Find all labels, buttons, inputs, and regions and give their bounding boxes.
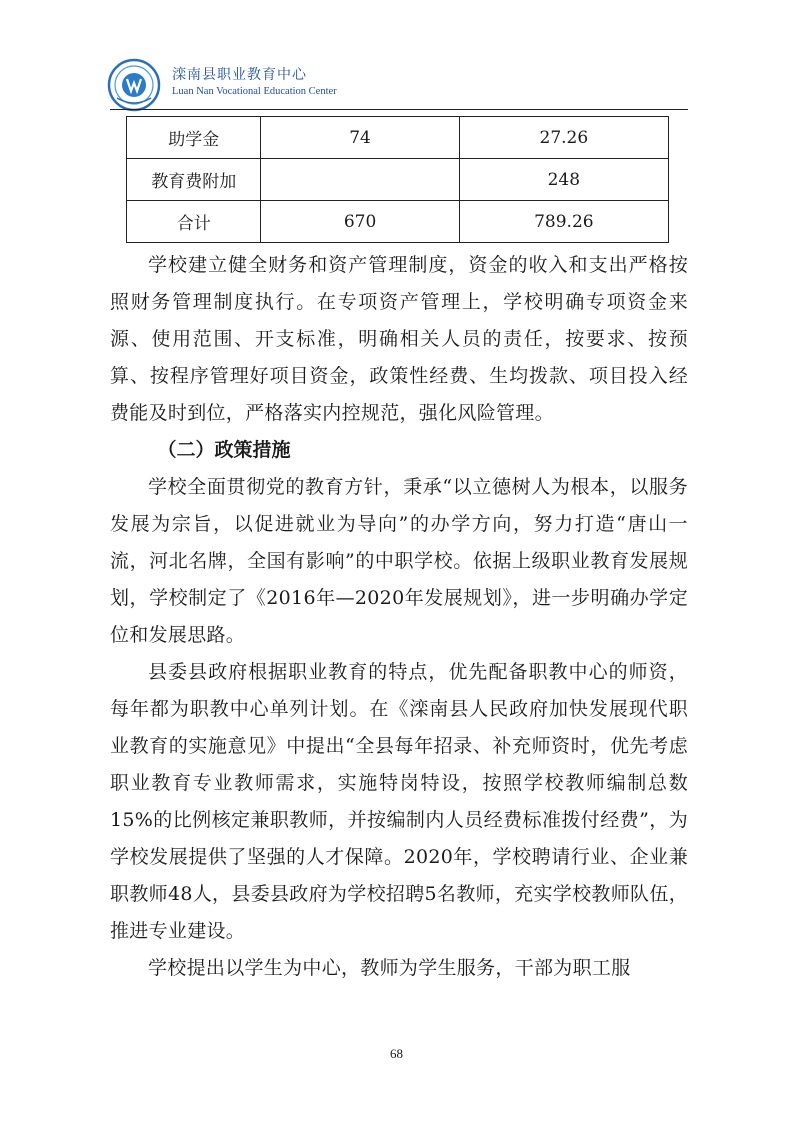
table-row — [127, 117, 669, 159]
paragraph-finance-management: 学校建立健全财务和资产管理制度，资金的收入和支出严格按照财务管理制度执行。在专项资产管理上，学校明确专项资金来源、使用范围、开支标准，明确相关人员的责任，按要求、按预算、按程序管理好项目资金，政策性经费、生均拨款、项目投入经费能及时到位，严格落实内控规范，强化风险管理。 — [110, 254, 688, 424]
table-cell: 助学金 — [127, 117, 261, 159]
section-heading: （二）政策措施 — [157, 439, 291, 461]
org-name-en: Luan Nan Vocational Education Center — [172, 86, 337, 97]
paragraph-student-centered: 学校提出以学生为中心，教师为学生服务，干部为职工服 — [148, 957, 631, 979]
school-emblem-icon — [107, 58, 161, 112]
page-number: 68 — [390, 1046, 403, 1061]
table-cell: 248 — [459, 159, 668, 201]
table-row — [127, 201, 669, 243]
paragraph-education-policy: 学校全面贯彻党的教育方针，秉承“以立德树人为根本，以服务发展为宗旨，以促进就业为导向”的办学方向，努力打造“唐山一流，河北名牌，全国有影响”的中职学校。依据上级职业教育发展规划，学校制定了《2016年—2020年发展规划》，进一步明确办学定位和发展思路。 — [110, 476, 688, 646]
table-cell: 789.26 — [459, 201, 668, 243]
table-cell: 教育费附加 — [127, 159, 261, 201]
funding-table — [126, 116, 669, 243]
paragraph-teacher-staffing: 县委县政府根据职业教育的特点，优先配备职教中心的师资，每年都为职教中心单列计划。在《滦南县人民政府加快发展现代职业教育的实施意见》中提出“全县每年招录、补充师资时，优先考虑职业教育专业教师需求，实施特岗特设，按照学校教师编制总数15%的比例核定兼职教师，并按编制内人员经费标准拨付经费”，为学校发展提供了坚强的人才保障。2020年，学校聘请行业、企业兼职教师48人，县委县政府为学校招聘5名教师，充实学校教师队伍，推进专业建设。 — [110, 661, 688, 942]
table-cell: 27.26 — [459, 117, 668, 159]
document-body — [110, 247, 688, 987]
table-cell: 合计 — [127, 201, 261, 243]
header-divider — [110, 109, 688, 110]
table-row — [127, 159, 669, 201]
org-name-cn: 滦南县职业教育中心 — [172, 67, 307, 83]
table-cell: 670 — [261, 201, 459, 243]
table-cell — [261, 159, 459, 201]
table-cell: 74 — [261, 117, 459, 159]
